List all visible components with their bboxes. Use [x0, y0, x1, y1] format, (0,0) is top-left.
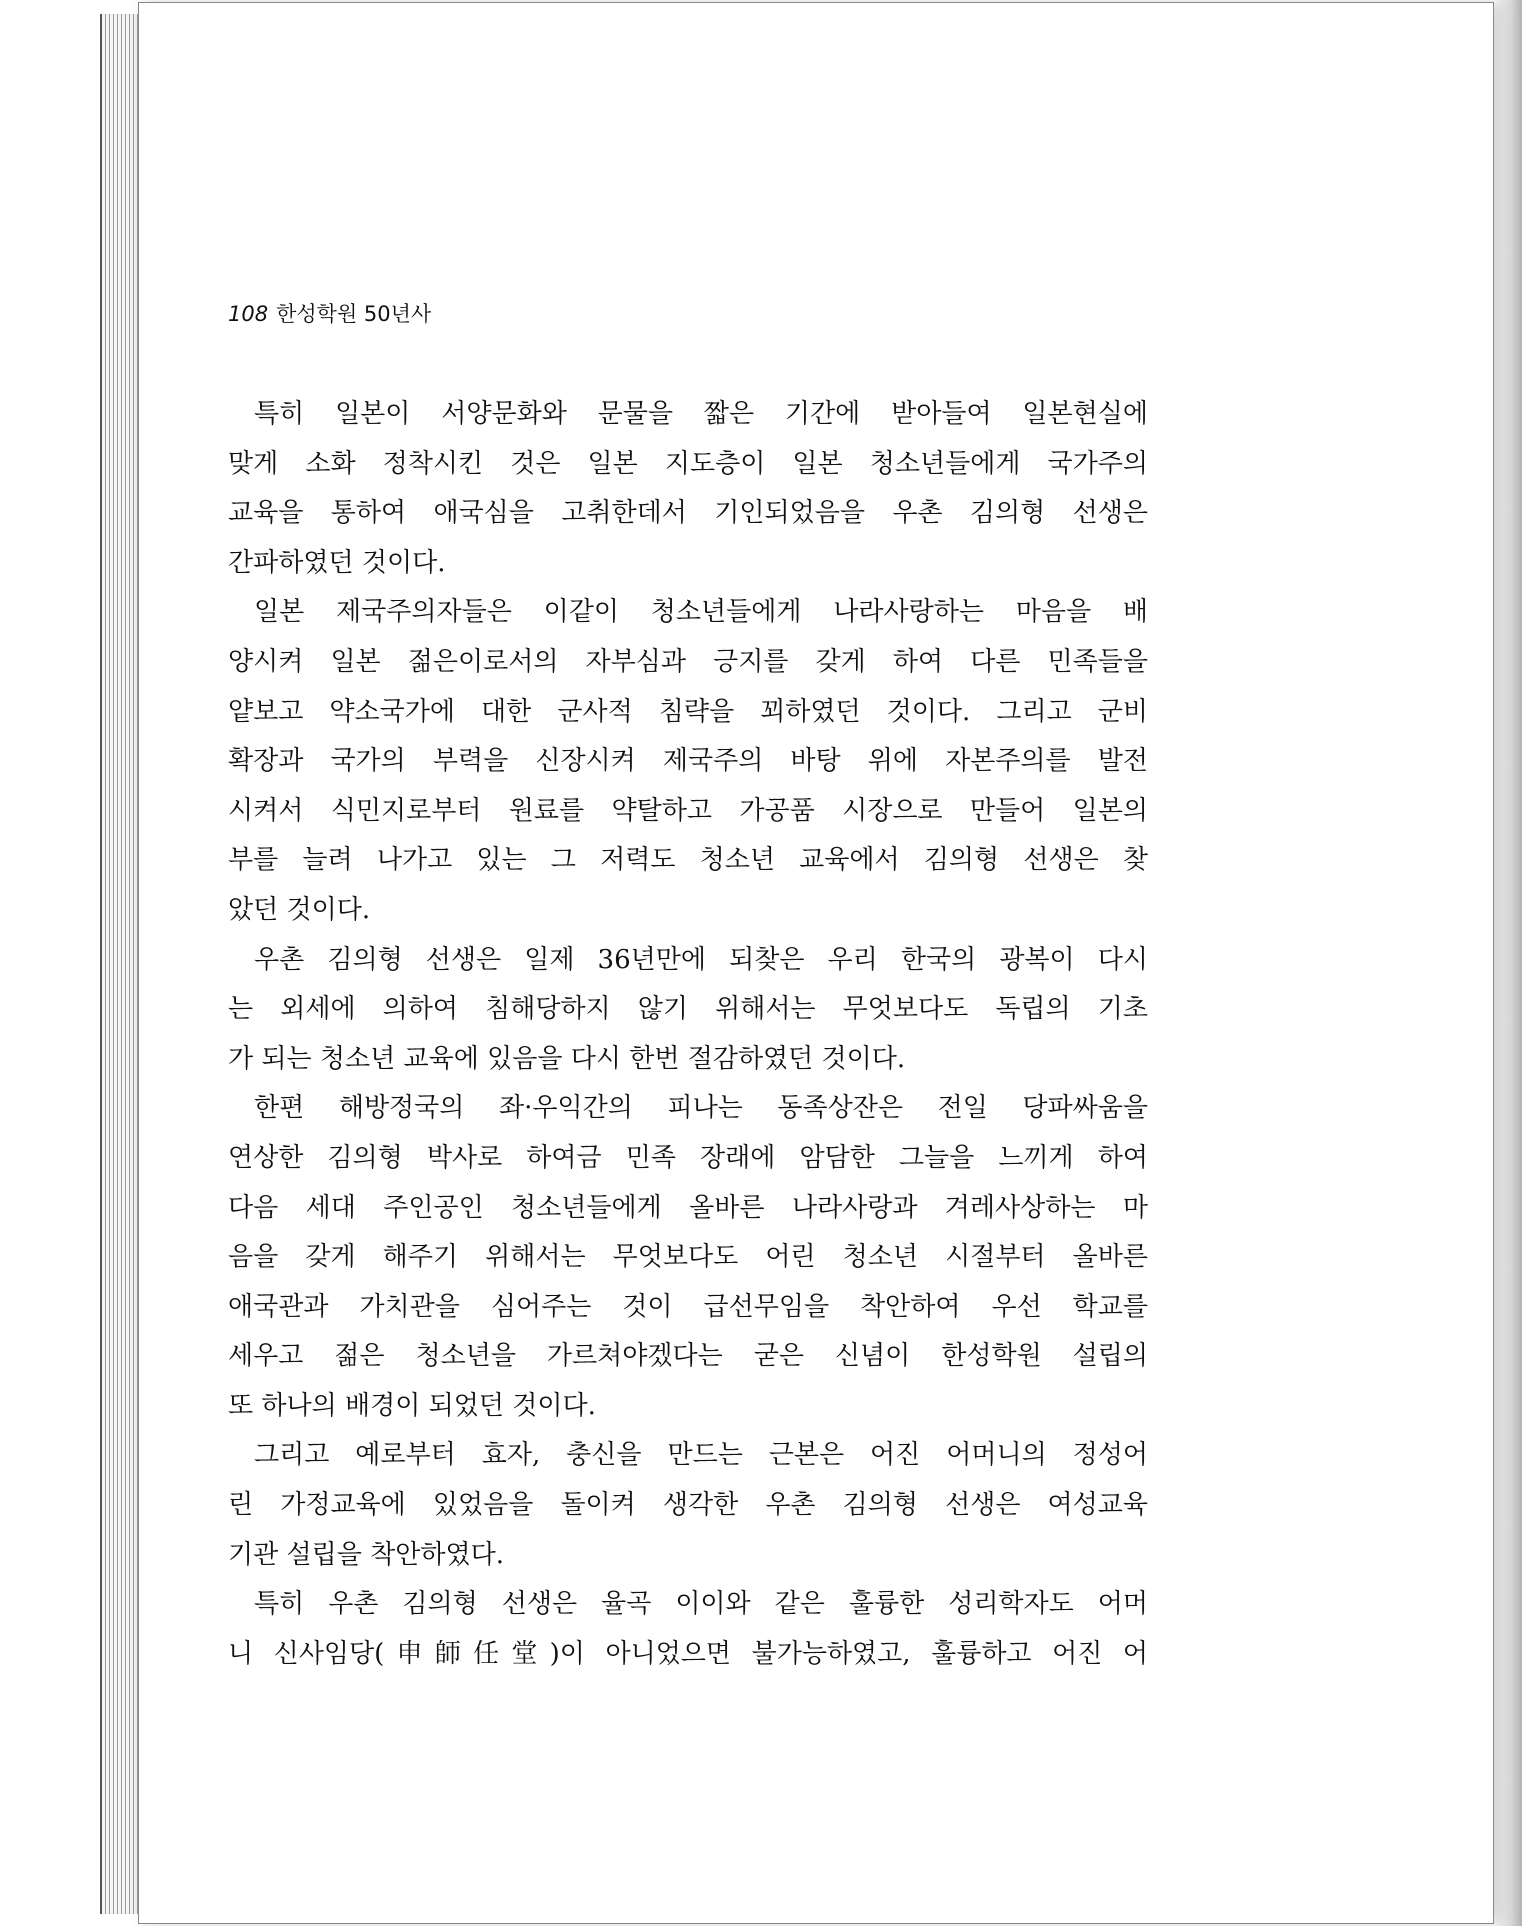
text-line: 그리고 예로부터 효자, 충신을 만드는 근본은 어진 어머니의 정성어 [254, 1440, 1148, 1471]
text-line: 가 되는 청소년 교육에 있음을 다시 한번 절감하였던 것이다. [228, 1043, 906, 1074]
text-line: 다음 세대 주인공인 청소년들에게 올바른 나라사랑과 겨레사상하는 마 [228, 1192, 1148, 1223]
text-line: 는 외세에 의하여 침해당하지 않기 위해서는 무엇보다도 독립의 기초 [228, 994, 1148, 1025]
text-line: 았던 것이다. [228, 894, 371, 925]
text-line: 확장과 국가의 부력을 신장시켜 제국주의 바탕 위에 자본주의를 발전 [228, 746, 1148, 777]
text-line: 또 하나의 배경이 되었던 것이다. [228, 1390, 596, 1421]
text-line: 맞게 소화 정착시킨 것은 일본 지도층이 일본 청소년들에게 국가주의 [228, 448, 1148, 479]
text-line: 일본 제국주의자들은 이같이 청소년들에게 나라사랑하는 마음을 배 [254, 597, 1148, 628]
text-line: 음을 갖게 해주기 위해서는 무엇보다도 어린 청소년 시절부터 올바른 [228, 1242, 1148, 1273]
body-text [228, 390, 1148, 1679]
text-line: 세우고 젊은 청소년을 가르쳐야겠다는 굳은 신념이 한성학원 설립의 [228, 1341, 1148, 1372]
running-header [228, 298, 431, 328]
text-line: 부를 늘려 나가고 있는 그 저력도 청소년 교육에서 김의형 선생은 찾 [228, 845, 1148, 876]
text-line: 기관 설립을 착안하였다. [228, 1539, 504, 1570]
page-number: 108 [228, 302, 269, 326]
text-line: 연상한 김의형 박사로 하여금 민족 장래에 암담한 그늘을 느끼게 하여 [228, 1142, 1148, 1173]
text-line: 시켜서 식민지로부터 원료를 약탈하고 가공품 시장으로 만들어 일본의 [228, 795, 1148, 826]
text-line: 양시켜 일본 젊은이로서의 자부심과 긍지를 갖게 하여 다른 민족들을 [228, 646, 1148, 677]
text-line: 린 가정교육에 있었음을 돌이켜 생각한 우촌 김의형 선생은 여성교육 [228, 1490, 1148, 1521]
text-line: 특히 우촌 김의형 선생은 율곡 이이와 같은 훌륭한 성리학자도 어머 [254, 1589, 1148, 1620]
text-line: 간파하였던 것이다. [228, 547, 446, 578]
text-line: 얕보고 약소국가에 대한 군사적 침략을 꾀하였던 것이다. 그리고 군비 [228, 696, 1148, 727]
text-line: 애국관과 가치관을 심어주는 것이 급선무임을 착안하여 우선 학교를 [228, 1291, 1148, 1322]
text-line: 우촌 김의형 선생은 일제 36년만에 되찾은 우리 한국의 광복이 다시 [254, 944, 1148, 975]
text-line: 특히 일본이 서양문화와 문물을 짧은 기간에 받아들여 일본현실에 [254, 399, 1148, 429]
page-shadow [1494, 0, 1522, 1926]
text-line: 교육을 통하여 애국심을 고취한데서 기인되었음을 우촌 김의형 선생은 [228, 498, 1148, 529]
book-title: 한성학원 50년사 [276, 302, 432, 326]
text-line: 한편 해방정국의 좌·우익간의 피나는 동족상잔은 전일 당파싸움을 [254, 1093, 1148, 1124]
text-line: 니 신사임당(申師任堂)이 아니었으면 불가능하였고, 훌륭하고 어진 어 [228, 1638, 1148, 1669]
